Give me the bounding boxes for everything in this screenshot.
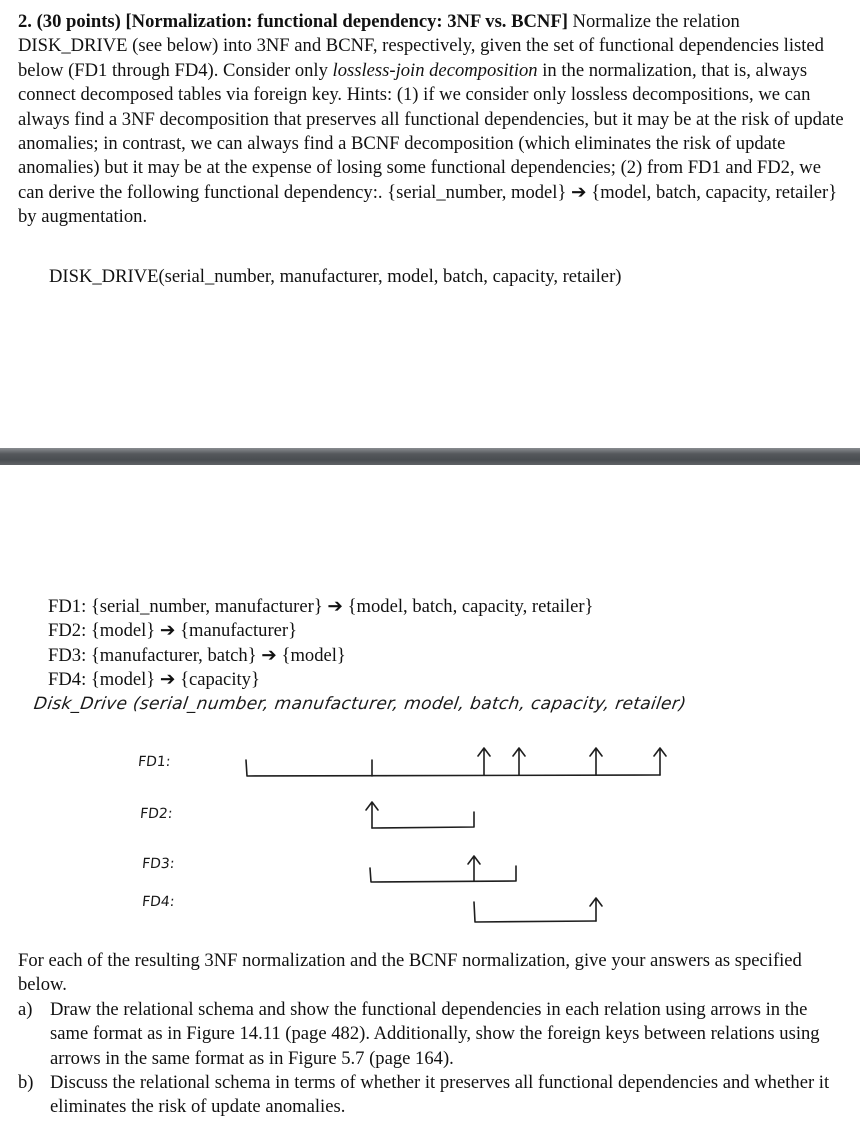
instruction-item-b (18, 1071, 848, 1120)
fd2-line: FD2: {model} ➔ {manufacturer} (48, 620, 298, 642)
question-text-1: Normalize the relation DISK_DRIVE (see below) into 3NF and BCNF, respectively, given the set of functional dependencies listed below (FD1 through FD4). Consider only (18, 11, 824, 81)
functional-dependency-list (48, 595, 593, 693)
question-paragraph (18, 10, 848, 230)
instructions-block (18, 949, 848, 1120)
handwritten-fd4-label: FD4: (141, 894, 176, 910)
section-divider (0, 448, 860, 465)
question-emphasis: lossless-join decomposition (332, 59, 538, 81)
fd1-line: FD1: {serial_number, manufacturer} ➔ {model, batch, capacity, retailer} (48, 596, 594, 617)
fd4-arrow-drawing (474, 898, 602, 922)
handwritten-fd3-label: FD3: (141, 856, 176, 872)
question-text-2: in the normalization, that is, always connect decomposed tables via foreign key. Hints: (1) if we consider only lossless decompositions, we can always find a 3NF decomposition that preserves all functional dependencies, but it may be at the risk of update anomalies; in contrast, we can always find a BCNF decomposition (which eliminates the risk of update anomalies) but it may be at the expense of losing some functional dependencies; (2) from FD1 and FD2, we can derive the following functional dependency:. {serial_number, model} ➔ {model, batch, capacity, retailer} by augmentation. (18, 59, 844, 228)
fd3-line: FD3: {manufacturer, batch} ➔ {model} (48, 644, 346, 666)
question-topic: [Normalization: functional dependency: 3NF vs. BCNF] (125, 11, 568, 32)
handwritten-arrows (0, 688, 860, 938)
fd3-arrow-drawing (370, 856, 516, 882)
fd4-line: FD4: {model} ➔ {capacity} (48, 669, 260, 691)
instruction-item-a-text: Draw the relational schema and show the functional dependencies in each relation using arrows in the same format as in Figure 14.11 (page 482). Additionally, show the foreign keys between relations using arrows in the same format as in Figure 5.7 (page 164). (50, 998, 820, 1069)
instruction-item-a (18, 998, 848, 1071)
instruction-item-b-text: Discuss the relational schema in terms of whether it preserves all functional dependencies and whether it eliminates the risk of update anomalies. (50, 1072, 830, 1118)
handwritten-relation-title: Disk_Drive (serial_number, manufacturer, model, batch, capacity, retailer) (32, 694, 688, 714)
fd2-arrow-drawing (366, 802, 474, 828)
instructions-intro: For each of the resulting 3NF normalization and the BCNF normalization, give your answers as specified below. (18, 950, 802, 996)
question-points: (30 points) (36, 11, 121, 32)
relation-schema: DISK_DRIVE(serial_number, manufacturer, model, batch, capacity, retailer) (49, 266, 622, 287)
instruction-item-a-label: a) (18, 998, 33, 1020)
instruction-item-b-label: b) (18, 1072, 34, 1094)
handwritten-fd-diagram (0, 688, 860, 938)
handwritten-fd1-label: FD1: (137, 754, 172, 770)
question-number: 2. (18, 11, 32, 32)
fd1-arrow-drawing (246, 748, 666, 776)
handwritten-fd2-label: FD2: (139, 806, 174, 822)
